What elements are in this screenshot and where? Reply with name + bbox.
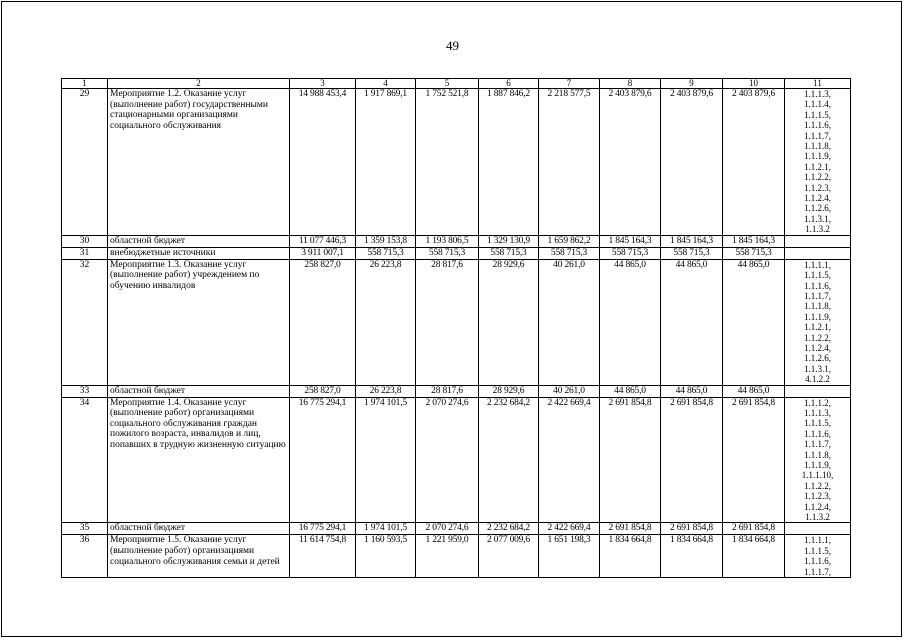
table-row: [62, 397, 851, 523]
amount-cell: 1 845 164,3: [723, 235, 785, 247]
indicator-code: 1.1.1.7,: [804, 439, 831, 450]
amount-cell: 40 261,0: [539, 259, 600, 385]
indicator-code: 1.1.1.5,: [804, 270, 831, 281]
column-number-row: [62, 79, 851, 89]
amount-cell: 1 974 101,5: [356, 523, 416, 535]
amount-cell: 2 403 879,6: [661, 89, 723, 236]
amount-cell: 2 070 274,6: [416, 397, 479, 523]
amount-cell: 558 715,3: [600, 247, 661, 259]
table-row: [62, 535, 851, 578]
amount-cell: 3 911 007,1: [290, 247, 356, 259]
amount-cell: 1 193 806,5: [416, 235, 479, 247]
indicator-code: 1.1.2.3,: [804, 182, 831, 193]
column-header: 11: [785, 79, 851, 89]
indicator-code: 1.1.1.3,: [804, 407, 831, 418]
indicator-code: 1.1.1.1,: [804, 535, 831, 546]
row-number: 32: [62, 259, 108, 385]
amount-cell: 44 865,0: [600, 259, 661, 385]
amount-cell: 2 070 274,6: [416, 523, 479, 535]
indicator-code: 1.1.1.6,: [804, 428, 831, 439]
row-number: 36: [62, 535, 108, 578]
indicator-code: 1.1.2.2,: [804, 332, 831, 343]
amount-cell: 28 817,6: [416, 385, 479, 397]
amount-cell: 2 691 854,8: [723, 397, 785, 523]
row-name: Мероприятие 1.5. Оказание услуг (выполнение работ) организациями социального обслуживания семьи и детей: [108, 535, 290, 578]
amount-cell: 44 865,0: [723, 385, 785, 397]
indicator-code: 1.1.1.6,: [804, 280, 831, 291]
indicator-code: 1.1.1.1,: [804, 259, 831, 270]
amount-cell: 558 715,3: [416, 247, 479, 259]
table-row: [62, 235, 851, 247]
amount-cell: 16 775 294,1: [290, 397, 356, 523]
amount-cell: 2 691 854,8: [661, 397, 723, 523]
row-name: Мероприятие 1.2. Оказание услуг (выполнение работ) государственными стационарными организациями социального обслуживания: [108, 89, 290, 236]
row-name: областной бюджет: [108, 235, 290, 247]
row-name: Мероприятие 1.4. Оказание услуг (выполнение работ) организациями социального обслуживания граждан пожилого возраста, инвалидов и лиц, попавших в трудную жизненную ситуацию: [108, 397, 290, 523]
indicator-code: 1.1.2.1,: [804, 161, 831, 172]
indicator-code: 1.1.1.7,: [804, 130, 831, 141]
amount-cell: 1 834 664,8: [661, 535, 723, 578]
amount-cell: 258 827,0: [290, 259, 356, 385]
table-row: [62, 259, 851, 385]
amount-cell: 1 160 593,5: [356, 535, 416, 578]
amount-cell: 2 218 577,5: [539, 89, 600, 236]
amount-cell: 1 845 164,3: [600, 235, 661, 247]
indicator-codes: [785, 89, 851, 236]
amount-cell: 1 845 164,3: [661, 235, 723, 247]
indicator-code: 1.1.2.6,: [804, 353, 831, 364]
indicator-code: 1.1.2.1,: [804, 322, 831, 333]
indicator-code: 1.1.3.1,: [804, 213, 831, 224]
amount-cell: 2 077 009,6: [479, 535, 539, 578]
amount-cell: 1 651 198,3: [539, 535, 600, 578]
indicator-code: 1.1.2.2,: [804, 480, 831, 491]
indicator-code: 1.1.1.4,: [804, 99, 831, 110]
amount-cell: 44 865,0: [600, 385, 661, 397]
amount-cell: 258 827,0: [290, 385, 356, 397]
amount-cell: 44 865,0: [661, 259, 723, 385]
column-header: 6: [479, 79, 539, 89]
budget-table: [61, 78, 851, 578]
amount-cell: 1 974 101,5: [356, 397, 416, 523]
amount-cell: 1 917 869,1: [356, 89, 416, 236]
column-header: 9: [661, 79, 723, 89]
row-number: 29: [62, 89, 108, 236]
indicator-code: 1.1.1.8,: [804, 301, 831, 312]
indicator-code: 1.1.1.5,: [804, 545, 831, 556]
amount-cell: 2 403 879,6: [600, 89, 661, 236]
column-header: 7: [539, 79, 600, 89]
amount-cell: 2 232 684,2: [479, 397, 539, 523]
indicator-code: 4.1.2.2: [805, 374, 830, 385]
column-header: 5: [416, 79, 479, 89]
amount-cell: 1 329 130,9: [479, 235, 539, 247]
indicator-code: 1.1.2.4,: [804, 501, 831, 512]
amount-cell: 558 715,3: [539, 247, 600, 259]
amount-cell: 1 359 153,8: [356, 235, 416, 247]
column-header: 10: [723, 79, 785, 89]
table-row: [62, 247, 851, 259]
amount-cell: 1 887 846,2: [479, 89, 539, 236]
indicator-code: 1.1.3.2: [805, 512, 830, 523]
amount-cell: 40 261,0: [539, 385, 600, 397]
indicator-code: 1.1.3.1,: [804, 363, 831, 374]
indicator-code: 1.1.3.2: [805, 224, 830, 235]
amount-cell: 28 929,6: [479, 259, 539, 385]
row-number: 35: [62, 523, 108, 535]
amount-cell: 2 691 854,8: [600, 523, 661, 535]
amount-cell: 11 077 446,3: [290, 235, 356, 247]
amount-cell: 1 834 664,8: [723, 535, 785, 578]
indicator-code: 1.1.1.3,: [804, 89, 831, 99]
indicator-code: 1.1.2.2,: [804, 172, 831, 183]
amount-cell: 14 988 453,4: [290, 89, 356, 236]
indicator-code: 1.1.1.7,: [804, 566, 831, 577]
indicator-code: 1.1.1.6,: [804, 556, 831, 567]
indicator-codes: [785, 535, 851, 578]
row-number: 34: [62, 397, 108, 523]
indicator-code: 1.1.1.10,: [801, 470, 834, 481]
indicator-code: 1.1.1.8,: [804, 141, 831, 152]
row-name: Мероприятие 1.3. Оказание услуг (выполнение работ) учреждением по обучению инвалидов: [108, 259, 290, 385]
column-header: 4: [356, 79, 416, 89]
amount-cell: 558 715,3: [356, 247, 416, 259]
amount-cell: 1 834 664,8: [600, 535, 661, 578]
amount-cell: 558 715,3: [723, 247, 785, 259]
amount-cell: 26 223,8: [356, 385, 416, 397]
amount-cell: 11 614 754,8: [290, 535, 356, 578]
amount-cell: 2 422 669,4: [539, 523, 600, 535]
indicator-codes: [785, 235, 851, 247]
column-header: 8: [600, 79, 661, 89]
amount-cell: 2 422 669,4: [539, 397, 600, 523]
indicator-code: 1.1.1.2,: [804, 397, 831, 408]
indicator-codes: [785, 523, 851, 535]
row-number: 31: [62, 247, 108, 259]
indicator-codes: [785, 385, 851, 397]
indicator-codes: [785, 247, 851, 259]
indicator-code: 1.1.1.9,: [804, 460, 831, 470]
table-row: [62, 89, 851, 236]
indicator-code: 1.1.2.6,: [804, 203, 831, 214]
amount-cell: 1 659 862,2: [539, 235, 600, 247]
indicator-code: 1.1.2.4,: [804, 342, 831, 353]
amount-cell: 1 752 521,8: [416, 89, 479, 236]
page-number: 49: [446, 38, 459, 53]
indicator-code: 1.1.1.5,: [804, 109, 831, 120]
amount-cell: 1 221 959,0: [416, 535, 479, 578]
indicator-code: 1.1.1.8,: [804, 449, 831, 460]
amount-cell: 2 403 879,6: [723, 89, 785, 236]
column-header: 1: [62, 79, 108, 89]
amount-cell: 28 929,6: [479, 385, 539, 397]
table-row: [62, 385, 851, 397]
amount-cell: 26 223,8: [356, 259, 416, 385]
indicator-code: 1.1.2.4,: [804, 193, 831, 204]
amount-cell: 44 865,0: [723, 259, 785, 385]
column-header: 2: [108, 79, 290, 89]
indicator-code: 1.1.1.9,: [804, 151, 831, 162]
indicator-code: 1.1.1.9,: [804, 311, 831, 322]
row-number: 30: [62, 235, 108, 247]
amount-cell: 28 817,6: [416, 259, 479, 385]
indicator-code: 1.1.1.6,: [804, 120, 831, 131]
amount-cell: 2 691 854,8: [661, 523, 723, 535]
row-name: внебюджетные источники: [108, 247, 290, 259]
column-header: 3: [290, 79, 356, 89]
indicator-codes: [785, 397, 851, 523]
amount-cell: 16 775 294,1: [290, 523, 356, 535]
indicator-code: 1.1.2.3,: [804, 491, 831, 502]
row-number: 33: [62, 385, 108, 397]
indicator-code: 1.1.1.7,: [804, 290, 831, 301]
row-name: областной бюджет: [108, 523, 290, 535]
indicator-code: 1.1.1.5,: [804, 418, 831, 429]
indicator-codes: [785, 259, 851, 385]
amount-cell: 2 232 684,2: [479, 523, 539, 535]
amount-cell: 558 715,3: [479, 247, 539, 259]
row-name: областной бюджет: [108, 385, 290, 397]
amount-cell: 558 715,3: [661, 247, 723, 259]
table-row: [62, 523, 851, 535]
amount-cell: 44 865,0: [661, 385, 723, 397]
amount-cell: 2 691 854,8: [723, 523, 785, 535]
amount-cell: 2 691 854,8: [600, 397, 661, 523]
